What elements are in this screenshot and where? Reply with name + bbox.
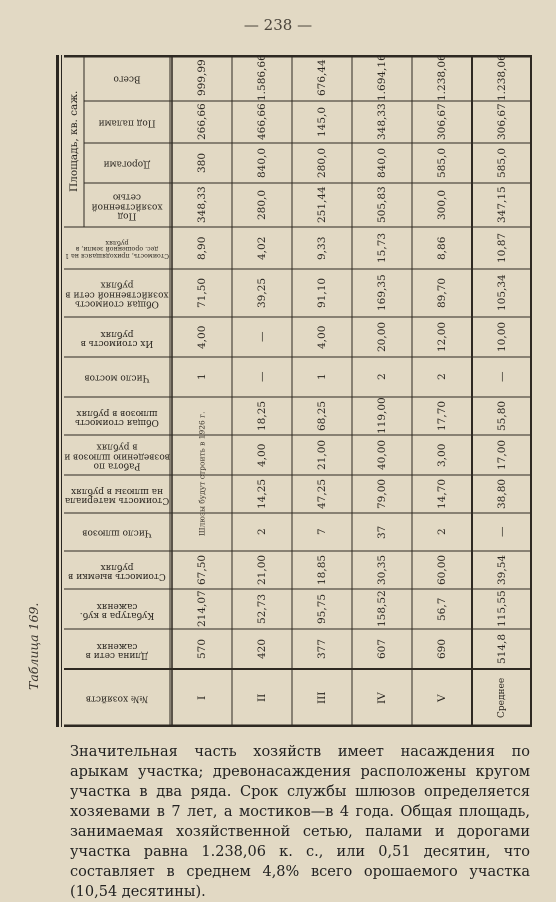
farm-label: I: [196, 695, 208, 701]
farm-label: IV: [376, 692, 388, 704]
table-cell: 420: [256, 638, 268, 660]
header-bridge-cost: [64, 317, 170, 357]
table-cell: —: [496, 526, 508, 538]
table-cell: 570: [196, 638, 208, 660]
header-text: №№ хозяйств: [85, 693, 149, 704]
table-cell: 585,0: [496, 147, 508, 179]
table-cell: 514,8: [496, 633, 508, 665]
table-cell: 79,00: [376, 478, 388, 510]
table-cell: 466,66: [256, 103, 268, 141]
table-cell: 40,00: [376, 439, 388, 471]
table-cell: 67,50: [196, 554, 208, 586]
table-cell: 1: [196, 373, 208, 381]
table-cell: 21,00: [316, 439, 328, 471]
table-cell: 348,33: [376, 103, 388, 141]
header-area-roads: [84, 143, 170, 183]
table-cell: 68,25: [316, 400, 328, 432]
header-text: Число шлюзов: [82, 527, 152, 538]
table-cell: 840,0: [256, 147, 268, 179]
table-cell: 71,50: [196, 277, 208, 309]
header-labor-cost: [64, 551, 170, 589]
header-text: Общая стоимость хозяйственной сети в рублях: [65, 279, 169, 309]
body-paragraph: [70, 742, 530, 902]
table-cell: 377: [316, 638, 328, 660]
table-cell: 55,80: [496, 400, 508, 432]
header-text: Работа по возведению шлюзов и в рублях: [64, 441, 170, 471]
header-area-palms: [84, 101, 170, 143]
table-cell: 60,00: [436, 554, 448, 586]
header-text: Стоимость, приходящаяся на 1 дес. орошенной земли, в рублях: [64, 238, 170, 259]
header-text: Стоимость материала на шлюзы в рублях: [64, 485, 170, 505]
table-cell: 56,7: [436, 597, 448, 621]
header-text: Общая стоимость шлюзов в рублях: [75, 407, 159, 427]
header-text: Стоимость выемки в рублях: [68, 561, 166, 581]
table-cell: 380: [196, 152, 208, 174]
table-cell: 10,00: [496, 321, 508, 353]
table-cell: 1.238,06: [436, 55, 448, 101]
header-farm: [64, 669, 170, 727]
table-cell: 119,00: [376, 397, 388, 435]
table-cell: 145,0: [316, 106, 328, 138]
table-cell: 2: [436, 373, 448, 381]
table-cell: 17,00: [496, 439, 508, 471]
table-cell: 12,00: [436, 321, 448, 353]
table-cell: 3,00: [436, 443, 448, 467]
header-earthwork: [64, 589, 170, 629]
table-cell: 95,75: [316, 593, 328, 625]
farm-label: Среднее: [497, 677, 507, 719]
table-cell: 1: [316, 373, 328, 381]
table-cell: 47,25: [316, 478, 328, 510]
table-cell: 251,44: [316, 186, 328, 224]
table-cell: 18,25: [256, 400, 268, 432]
table-cell: 115,55: [496, 590, 508, 628]
header-materials-cost: [64, 475, 170, 513]
header-text: Кубатура в куб. саженях: [79, 600, 155, 620]
header-bridge-count: [64, 357, 170, 397]
table-cell: 840,0: [376, 147, 388, 179]
table-cell: 306,67: [496, 103, 508, 141]
table-cell: 39,25: [256, 277, 268, 309]
farm-label: V: [436, 694, 448, 702]
table-cell: 1.586,66: [256, 55, 268, 101]
farm-label: III: [316, 691, 328, 705]
header-text: Их стоимость в рублях: [80, 328, 154, 348]
table-cell: 347,15: [496, 186, 508, 224]
header-area-net: [84, 183, 170, 227]
table-cell: 1.694,16: [376, 55, 388, 101]
table-cell: —: [496, 371, 508, 383]
table-cell: —: [256, 371, 268, 383]
header-area-total: [84, 55, 170, 101]
table-cell: 30,35: [376, 554, 388, 586]
area-group-label: Площадь, кв. саж.: [68, 90, 80, 192]
table-cell: 999,99: [196, 59, 208, 97]
table-cell: 348,33: [196, 186, 208, 224]
table-cell: 280,0: [256, 189, 268, 221]
table-cell: 505,83: [376, 186, 388, 224]
table-grid: [64, 55, 532, 727]
table-cell: 300,0: [436, 189, 448, 221]
table-cell: 18,85: [316, 554, 328, 586]
table-cell: 2: [256, 528, 268, 536]
table-left-rule: [56, 55, 59, 727]
table-cell: 607: [376, 638, 388, 660]
table-cell: 21,00: [256, 554, 268, 586]
header-total-sluice-cost: [64, 397, 170, 435]
table-cell: 9,33: [316, 236, 328, 260]
table-cell: 4,00: [256, 443, 268, 467]
table-cell: 585,0: [436, 147, 448, 179]
table-cell: 15,73: [376, 232, 388, 264]
table-cell: 39,54: [496, 554, 508, 586]
table-cell: 690: [436, 638, 448, 660]
table-left-rule-2: [61, 55, 62, 727]
header-net-length: [64, 629, 170, 669]
header-text: Дорогами: [103, 158, 151, 169]
table-cell: 1.238,06: [496, 55, 508, 101]
table-cell: 91,10: [316, 277, 328, 309]
header-total-cost: [64, 269, 170, 317]
header-text: Под хозяйственной сетью: [91, 191, 163, 221]
table-cell: 2: [436, 528, 448, 536]
table-cell: 266,66: [196, 103, 208, 141]
stamp-note: Шлюзы будут строить в 1926 г.: [197, 411, 207, 537]
page-number: — 238 —: [243, 16, 313, 34]
table-cell: 38,80: [496, 478, 508, 510]
table-cell: 14,25: [256, 478, 268, 510]
header-text: Всего: [113, 73, 141, 84]
table-cell: 8,90: [196, 236, 208, 260]
table-cell: 105,34: [496, 274, 508, 312]
table-cell: 10,87: [496, 232, 508, 264]
table-cell: 14,70: [436, 478, 448, 510]
table-cell: 306,67: [436, 103, 448, 141]
table-cell: 20,00: [376, 321, 388, 353]
farm-label: II: [256, 693, 268, 703]
header-work-cost: [64, 435, 170, 475]
table-cell: 17,70: [436, 400, 448, 432]
table-cell: 7: [316, 528, 328, 536]
table-cell: 4,02: [256, 236, 268, 260]
table-cell: 676,44: [316, 59, 328, 97]
table-cell: 169,35: [376, 274, 388, 312]
table-cell: 214,07: [196, 590, 208, 628]
table-cell: 2: [376, 373, 388, 381]
table-cell: 37: [376, 525, 388, 539]
header-sluice-count: [64, 513, 170, 551]
header-text: Число мостов: [84, 372, 150, 383]
table-cell: 280,0: [316, 147, 328, 179]
table-caption: Таблица 169.: [26, 602, 41, 690]
table-cell: 8,86: [436, 236, 448, 260]
paragraph-text: Значительная часть хозяйств имеет насаждения по арыкам участка; древонасаждения расположены кругом участка в два ряда. Срок службы шлюзов определяется хозяевами в 7 лет, а мостиков—в 4 года. Общая площадь, занимаемая хозяйственной сетью, палами и дорогами участка равна 1.238,06 к. с., или 0,51 десятин, что составляет в среднем 4,8% всего орошаемого участка (10,54 десятины).: [70, 744, 530, 900]
table-cell: 4,00: [316, 325, 328, 349]
header-text: Длина сети в саженях: [85, 640, 149, 660]
table-cell: 158,52: [376, 590, 388, 628]
table-cell: 52,73: [256, 593, 268, 625]
table-cell: 89,70: [436, 277, 448, 309]
header-text: Под палами: [98, 117, 156, 128]
table-cell: —: [256, 331, 268, 343]
table-cell: 4,00: [196, 325, 208, 349]
header-cost-per-desyatina: [64, 227, 170, 269]
